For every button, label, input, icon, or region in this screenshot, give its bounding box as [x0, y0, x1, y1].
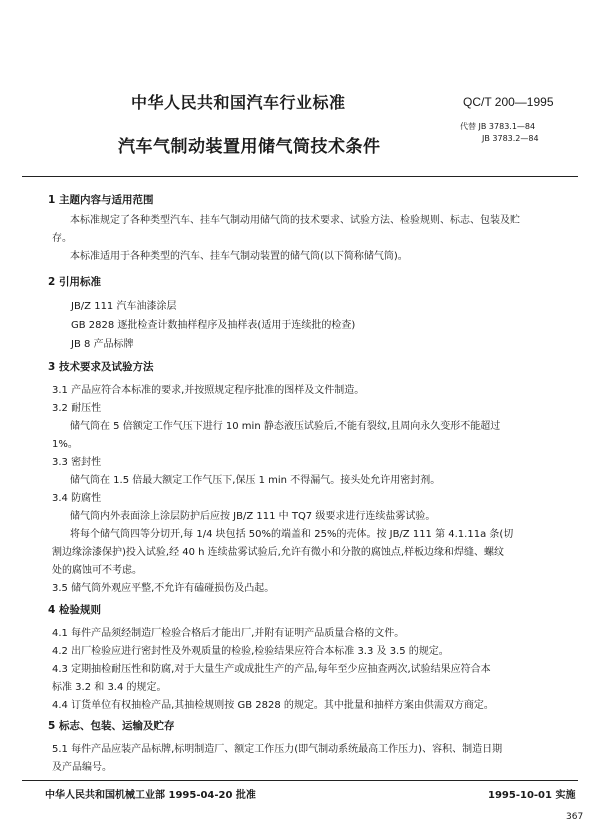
clause-3-4-heading: 3.4 防腐性 — [52, 493, 102, 504]
page-number: 367 — [566, 812, 584, 822]
section-5-heading: 5 标志、包装、运输及贮存 — [48, 720, 175, 732]
clause-4-2: 4.2 出厂检验应进行密封性及外观质量的检验,检验结果应符合本标准 3.3 及 3.5 的规定。 — [52, 646, 449, 657]
clause-3-4-para-cont: 割边缘涂漆保护)投入试验,经 40 h 连续盐雾试验后,允许有微小和分散的腐蚀点,样板边缘和焊缝、螺纹 — [52, 547, 505, 558]
reference-item: JB 8 产品标牌 — [71, 339, 134, 350]
section-1-para-2: 本标准适用于各种类型的汽车、挂车气制动装置的储气筒(以下简称储气筒)。 — [70, 251, 408, 262]
reference-item: GB 2828 逐批检查计数抽样程序及抽样表(适用于连续批的检查) — [71, 320, 356, 331]
clause-3-3-text: 储气筒在 1.5 倍最大额定工作气压下,保压 1 min 不得漏气。接头处允许用密封剂。 — [70, 475, 441, 486]
clause-3-4-para-end: 处的腐蚀可不考虑。 — [52, 565, 142, 576]
replaces-line-2: JB 3783.2—84 — [482, 134, 539, 143]
replaces-line-1: 代替 JB 3783.1—84 — [460, 122, 536, 131]
section-1-para-1: 本标准规定了各种类型汽车、挂车气制动用储气筒的技术要求、试验方法、检验规则、标志、包装及贮 — [70, 215, 520, 226]
footer-divider — [22, 780, 578, 781]
clause-3-4-para: 将每个储气筒四等分切开,每 1/4 块包括 50%的端盖和 25%的壳体。按 JB/Z 111 第 4.1.11a 条(切 — [70, 529, 514, 540]
clause-4-3-cont: 标准 3.2 和 3.4 的规定。 — [52, 682, 167, 693]
clause-3-4-text: 储气筒内外表面涂上涂层防护后应按 JB/Z 111 中 TQ7 级要求进行连续盐雾试验。 — [70, 511, 436, 522]
clause-5-1-cont: 及产品编号。 — [52, 762, 112, 773]
section-2-heading: 2 引用标准 — [48, 276, 101, 288]
standard-code: QC/T 200—1995 — [463, 95, 554, 109]
header-divider — [22, 176, 578, 177]
clause-3-2-text-cont: 1%。 — [52, 439, 78, 450]
clause-3-5: 3.5 储气筒外观应平整,不允许有磕碰损伤及凸起。 — [52, 583, 275, 594]
reference-item: JB/Z 111 汽车油漆涂层 — [71, 301, 177, 312]
clause-3-3-heading: 3.3 密封性 — [52, 457, 102, 468]
clause-4-4: 4.4 订货单位有权抽检产品,其抽检规则按 GB 2828 的规定。其中批量和抽样方案由供需双方商定。 — [52, 700, 494, 711]
clause-3-1: 3.1 产品应符合本标准的要求,并按照规定程序批准的图样及文件制造。 — [52, 385, 365, 396]
issuing-organization: 中华人民共和国汽车行业标准 — [131, 93, 346, 112]
clause-3-2-heading: 3.2 耐压性 — [52, 403, 102, 414]
clause-3-2-text: 储气筒在 5 倍额定工作气压下进行 10 min 静态液压试验后,不能有裂纹,且周向永久变形不能超过 — [70, 421, 501, 432]
effective-date: 1995-10-01 实施 — [488, 790, 576, 801]
clause-5-1: 5.1 每件产品应装产品标牌,标明制造厂、额定工作压力(即气制动系统最高工作压力)、容积、制造日期 — [52, 744, 503, 755]
section-1-para-1-cont: 存。 — [52, 233, 72, 244]
approval-line: 中华人民共和国机械工业部 1995-04-20 批准 — [45, 790, 256, 801]
replaces-note — [460, 121, 539, 145]
section-1-heading: 1 主题内容与适用范围 — [48, 194, 154, 206]
clause-4-1: 4.1 每件产品须经制造厂检验合格后才能出厂,并附有证明产品质量合格的文件。 — [52, 628, 405, 639]
section-4-heading: 4 检验规则 — [48, 604, 101, 616]
section-3-heading: 3 技术要求及试验方法 — [48, 361, 154, 373]
clause-4-3: 4.3 定期抽检耐压性和防腐,对于大量生产或成批生产的产品,每年至少应抽查两次,试验结果应符合本 — [52, 664, 491, 675]
document-title: 汽车气制动装置用储气筒技术条件 — [118, 137, 381, 157]
